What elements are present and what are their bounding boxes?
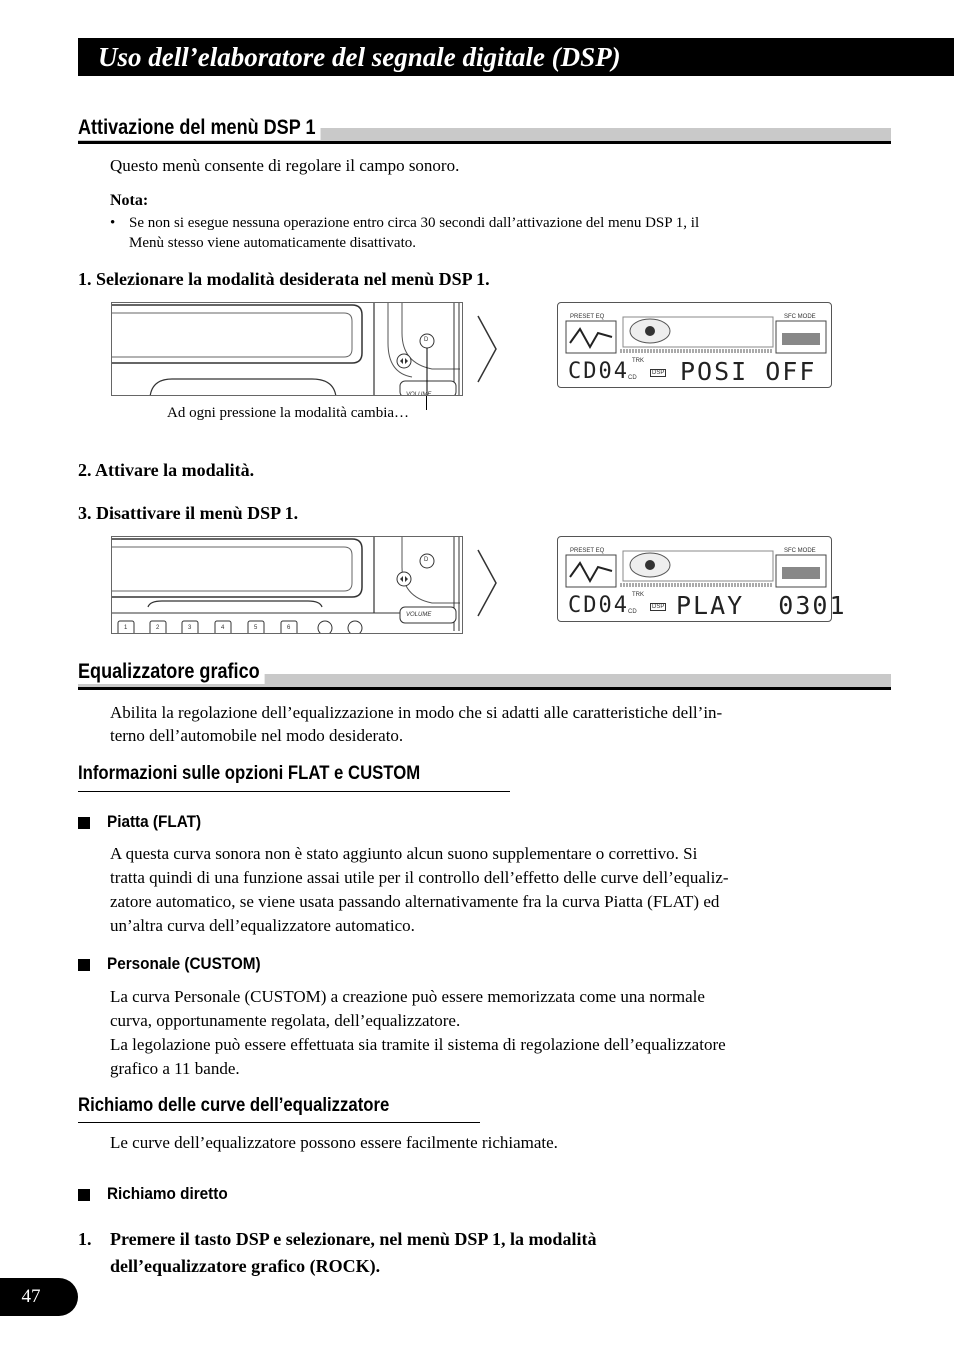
cd-label-2: CD [628, 609, 637, 615]
bullet-square-icon-2 [78, 959, 90, 971]
step-2: 2. Attivare la modalità. [78, 460, 255, 480]
recall-step-number: 1. [78, 1229, 92, 1249]
d-button-label: D [424, 337, 429, 343]
preset-eq-label-2: PRESET EQ [570, 548, 605, 554]
subsection-underline-2 [78, 1122, 480, 1123]
dsp-badge: DSP [652, 370, 665, 376]
d-button-label-2: D [424, 557, 429, 563]
custom-text-3: La legolazione può essere effettuata sia tramite il sistema di regolazione dell’equalizzatore [110, 1035, 726, 1054]
preset-button-3: 3 [188, 625, 192, 631]
custom-text-1: La curva Personale (CUSTOM) a creazione può essere memorizzata come una normale [110, 987, 705, 1006]
page-title: Uso dell’elaboratore del segnale digitale (DSP) [98, 42, 621, 72]
flat-heading: Piatta (FLAT) [107, 812, 202, 831]
custom-text-2: curva, opportunamente regolata, dell’equalizzatore. [110, 1011, 461, 1030]
arrow-right-icon-2 [476, 548, 500, 618]
preset-button-1: 1 [124, 625, 128, 631]
recall-text: Le curve dell’equalizzatore possono essere facilmente richiamate. [110, 1133, 558, 1152]
section-heading-dsp1: Attivazione del menù DSP 1 [78, 116, 321, 140]
step-1: 1. Selezionare la modalità desiderata nel menù DSP 1. [78, 269, 490, 289]
direct-recall-heading: Richiamo diretto [107, 1184, 228, 1203]
intro-text: Questo menù consente di regolare il campo sonoro. [110, 156, 460, 175]
bullet-square-icon-3 [78, 1189, 90, 1201]
note-line-2: Menù stesso viene automaticamente disattivato. [129, 235, 417, 251]
note-bullet: • [110, 215, 116, 231]
subsection-underline [78, 791, 510, 792]
volume-label: VOLUME [406, 392, 432, 396]
dsp-badge-2: DSP [652, 604, 665, 610]
lcd-display-2 [557, 536, 847, 622]
preset-button-6: 6 [287, 625, 291, 631]
flat-text-3: zatore automatico, se viene usata passando alternativamente fra la curva Piatta (FLAT) ed [110, 892, 720, 911]
custom-text-4: grafico a 11 bande. [110, 1059, 240, 1078]
equalizer-intro-2: terno dell’automobile nel modo desiderato. [110, 726, 404, 745]
step-3: 3. Disattivare il menù DSP 1. [78, 503, 299, 523]
trk-label-2: TRK [632, 592, 644, 598]
equalizer-intro-1: Abilita la regolazione dell’equalizzazione in modo che si adatti alle caratteristiche dell’in- [110, 703, 723, 722]
subsection-recall: Richiamo delle curve dell’equalizzatore [78, 1095, 390, 1116]
lcd-left-text: CD04 [568, 359, 629, 384]
head-unit-illustration-2 [111, 536, 463, 634]
note-label: Nota: [110, 192, 149, 209]
lcd-right-text: POSI OFF [680, 357, 817, 386]
custom-heading: Personale (CUSTOM) [107, 954, 261, 973]
arrow-right-icon [476, 314, 500, 384]
recall-step-line-2: dell’equalizzatore grafico (ROCK). [110, 1256, 381, 1276]
figure-caption: Ad ogni pressione la modalità cambia… [167, 405, 410, 421]
preset-button-5: 5 [254, 625, 258, 631]
caption-leader-line [426, 396, 427, 410]
preset-eq-label: PRESET EQ [570, 314, 605, 320]
head-unit-illustration-1 [111, 302, 463, 396]
flat-text-1: A questa curva sonora non è stato aggiunto alcun suono supplementare o correttivo. Si [110, 844, 698, 863]
flat-text-4: un’altra curva dell’equalizzatore automatico. [110, 916, 415, 935]
lcd-left-text-2: CD04 [568, 593, 629, 618]
cd-label: CD [628, 375, 637, 381]
preset-button-2: 2 [156, 625, 160, 631]
page-number: 47 [21, 1286, 41, 1307]
section-heading-equalizer: Equalizzatore grafico [78, 660, 265, 684]
lcd-display-1 [557, 302, 832, 388]
bullet-square-icon [78, 817, 90, 829]
recall-step-line-1: Premere il tasto DSP e selezionare, nel menù DSP 1, la modalità [110, 1229, 597, 1249]
lcd-right-text-2: PLAY 0301 [676, 591, 847, 620]
sfc-mode-label-2: SFC MODE [784, 548, 816, 554]
note-line-1: Se non si esegue nessuna operazione entro circa 30 secondi dall’attivazione del menu DSP 1, il [129, 215, 700, 231]
trk-label: TRK [632, 358, 644, 364]
preset-button-4: 4 [221, 625, 225, 631]
subsection-flat-custom: Informazioni sulle opzioni FLAT e CUSTOM [78, 763, 421, 784]
volume-label-2: VOLUME [406, 612, 432, 618]
flat-text-2: tratta quindi di una funzione assai utile per il controllo dell’effetto delle curve dell’equaliz- [110, 868, 729, 887]
sfc-mode-label: SFC MODE [784, 314, 816, 320]
